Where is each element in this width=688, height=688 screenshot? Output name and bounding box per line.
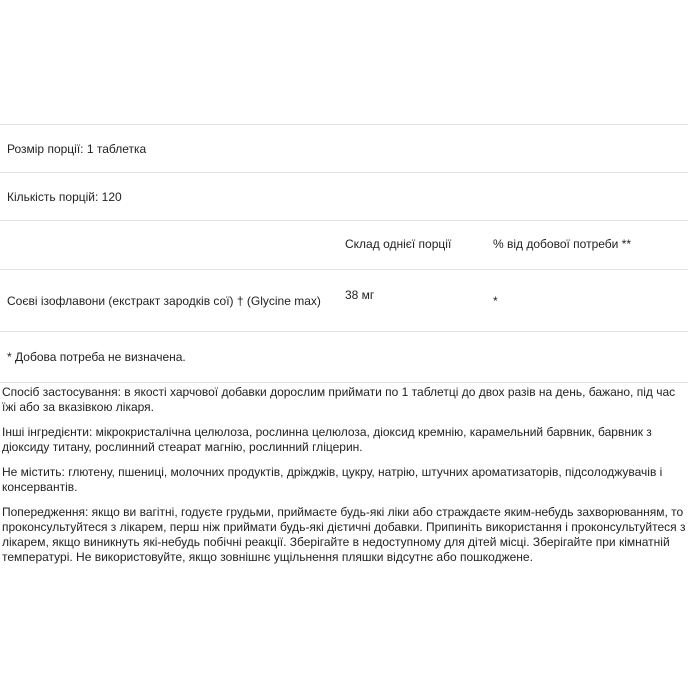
table-header-row (0, 220, 688, 269)
free-of-paragraph: Не містить: глютену, пшениці, молочних продуктів, дріжджів, цукру, натрію, штучних ароматизаторів, підсолоджувачів і консервантів. (2, 465, 663, 494)
product-details (2, 385, 686, 575)
ingredient-name: Соєві ізофлавони (екстракт зародків сої) † (Glycine max) (7, 294, 321, 308)
ingredient-amount: 38 мг (345, 288, 375, 302)
ingredient-daily-value: * (493, 294, 498, 308)
servings-count-row (0, 172, 688, 220)
table-row (0, 269, 688, 331)
serving-size-text: Розмір порції: 1 таблетка (7, 142, 147, 156)
warning-paragraph: Попередження: якщо ви вагітні, годуєте грудьми, приймаєте будь-які ліки або страждаєте яким-небудь захворюванням, то проконсультуйтеся з лікарем, перш ніж приймати будь-які дієтичні добавки. Припиніть використання і проконсультуйтеся з лікарем, якщо виникнуть які-небудь побічні реакції. Зберігайте в недоступному для дітей місці. Зберігайте при кімнатній температурі. Не використовуйте, якщо зовнішнє ущільнення пляшки відсутнє або пошкоджене. (2, 505, 686, 564)
other-ingredients-paragraph: Інші інгредієнти: мікрокристалічна целюлоза, рослинна целюлоза, діоксид кремнію, карамельний барвник, барвник з діоксиду титану, рослинний стеарат магнію, рослинний гліцерин. (2, 425, 652, 454)
amount-column-header: Склад однієї порції (345, 237, 452, 251)
servings-count-text: Кількість порцій: 120 (7, 190, 122, 204)
footnote-row (0, 331, 688, 383)
usage-paragraph: Спосіб застосування: в якості харчової добавки дорослим приймати по 1 таблетці до двох разів на день, бажано, під час їжі або за вказівкою лікаря. (2, 385, 676, 414)
footnote-text: * Добова потреба не визначена. (7, 350, 186, 364)
supplement-facts-table (0, 124, 688, 383)
daily-value-column-header: % від добової потреби ** (493, 237, 632, 251)
serving-size-row (0, 124, 688, 172)
